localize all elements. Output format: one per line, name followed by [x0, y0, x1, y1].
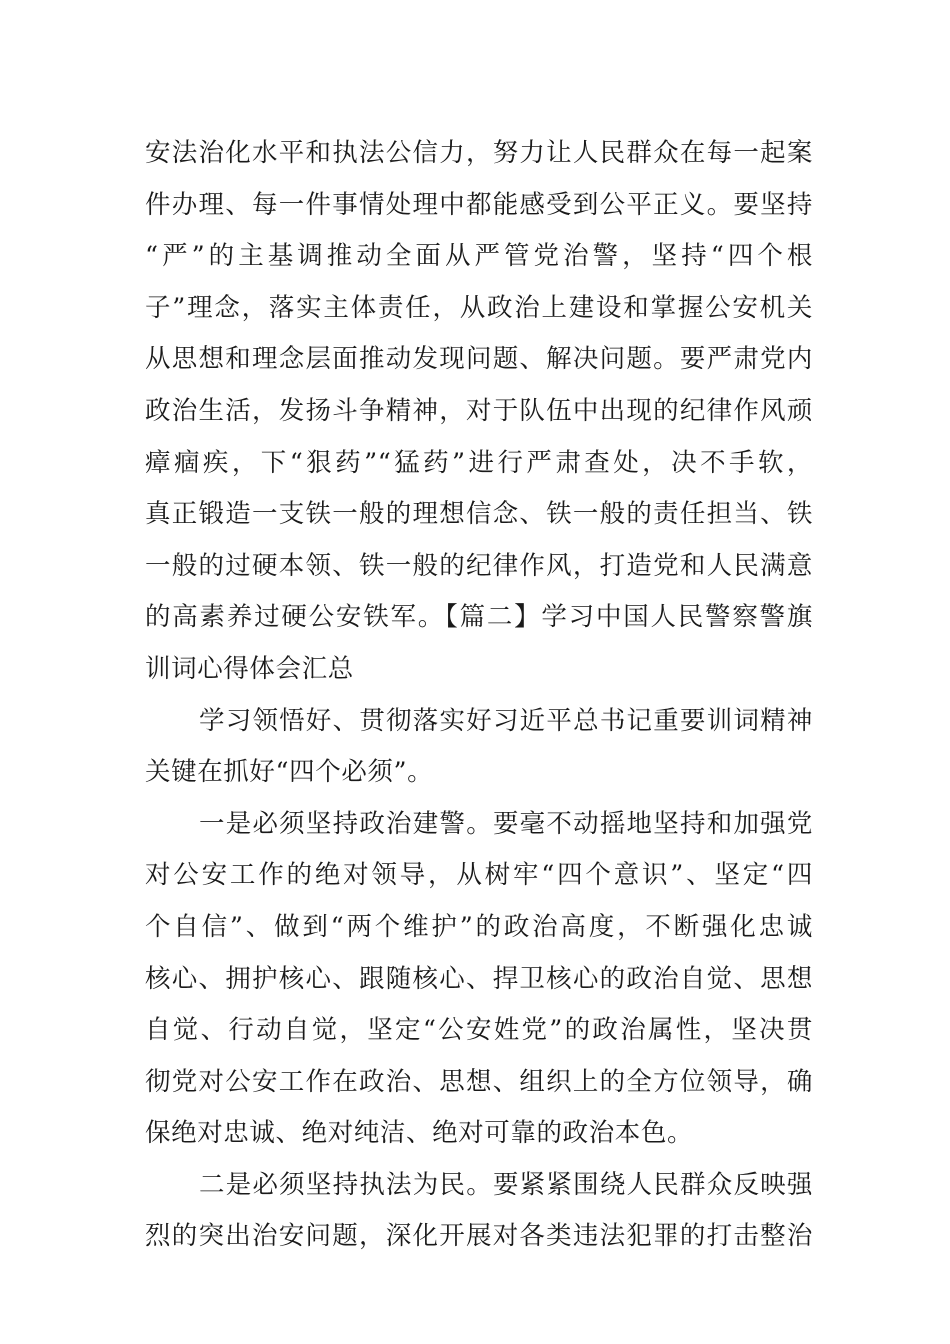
paragraph-first-line: 一是必须坚持政治建警。要毫不动摇地坚持和加强党: [199, 808, 813, 839]
text-line: 瘴痼疾，下“狠药”“猛药”进行严肃查处，决不手软，: [145, 447, 813, 478]
text-line: 安法治化水平和执法公信力，努力让人民群众在每一起案: [145, 138, 813, 168]
text-line: 彻党对公安工作在政治、思想、组织上的全方位领导，确: [145, 1066, 813, 1097]
text-line: 件办理、每一件事情处理中都能感受到公平正义。要坚持: [145, 189, 813, 220]
document-body: [145, 128, 813, 1263]
text-line: 的高素养过硬公安铁军。【篇二】学习中国人民警察警旗: [145, 602, 813, 633]
text-line: 真正锻造一支铁一般的理想信念、铁一般的责任担当、铁: [145, 499, 813, 530]
paragraph-first-line: 学习领悟好、贯彻落实好习近平总书记重要训词精神: [199, 705, 813, 736]
paragraph-first-line: 二是必须坚持执法为民。要紧紧围绕人民群众反映强: [199, 1169, 813, 1200]
text-line: 烈的突出治安问题，深化开展对各类违法犯罪的打击整治: [145, 1221, 813, 1252]
text-line: 核心、拥护核心、跟随核心、捍卫核心的政治自觉、思想: [145, 963, 813, 994]
text-line: 政治生活，发扬斗争精神，对于队伍中出现的纪律作风顽: [145, 395, 813, 426]
text-line: 训词心得体会汇总: [145, 653, 354, 684]
text-line: 保绝对忠诚、绝对纯洁、绝对可靠的政治本色。: [145, 1118, 694, 1149]
text-line: 从思想和理念层面推动发现问题、解决问题。要严肃党内: [145, 344, 813, 375]
text-line: 对公安工作的绝对领导，从树牢“四个意识”、坚定“四: [145, 860, 813, 891]
text-line: 自觉、行动自觉，坚定“公安姓党”的政治属性，坚决贯: [145, 1015, 813, 1046]
text-line: 个自信”、做到“两个维护”的政治高度，不断强化忠诚: [145, 911, 813, 942]
text-line: 子”理念，落实主体责任，从政治上建设和掌握公安机关: [145, 292, 813, 323]
text-line: 关键在抓好“四个必须”。: [145, 757, 434, 788]
text-line: “严”的主基调推动全面从严管党治警，坚持“四个根: [145, 241, 813, 272]
text-line: 一般的过硬本领、铁一般的纪律作风，打造党和人民满意: [145, 550, 813, 581]
